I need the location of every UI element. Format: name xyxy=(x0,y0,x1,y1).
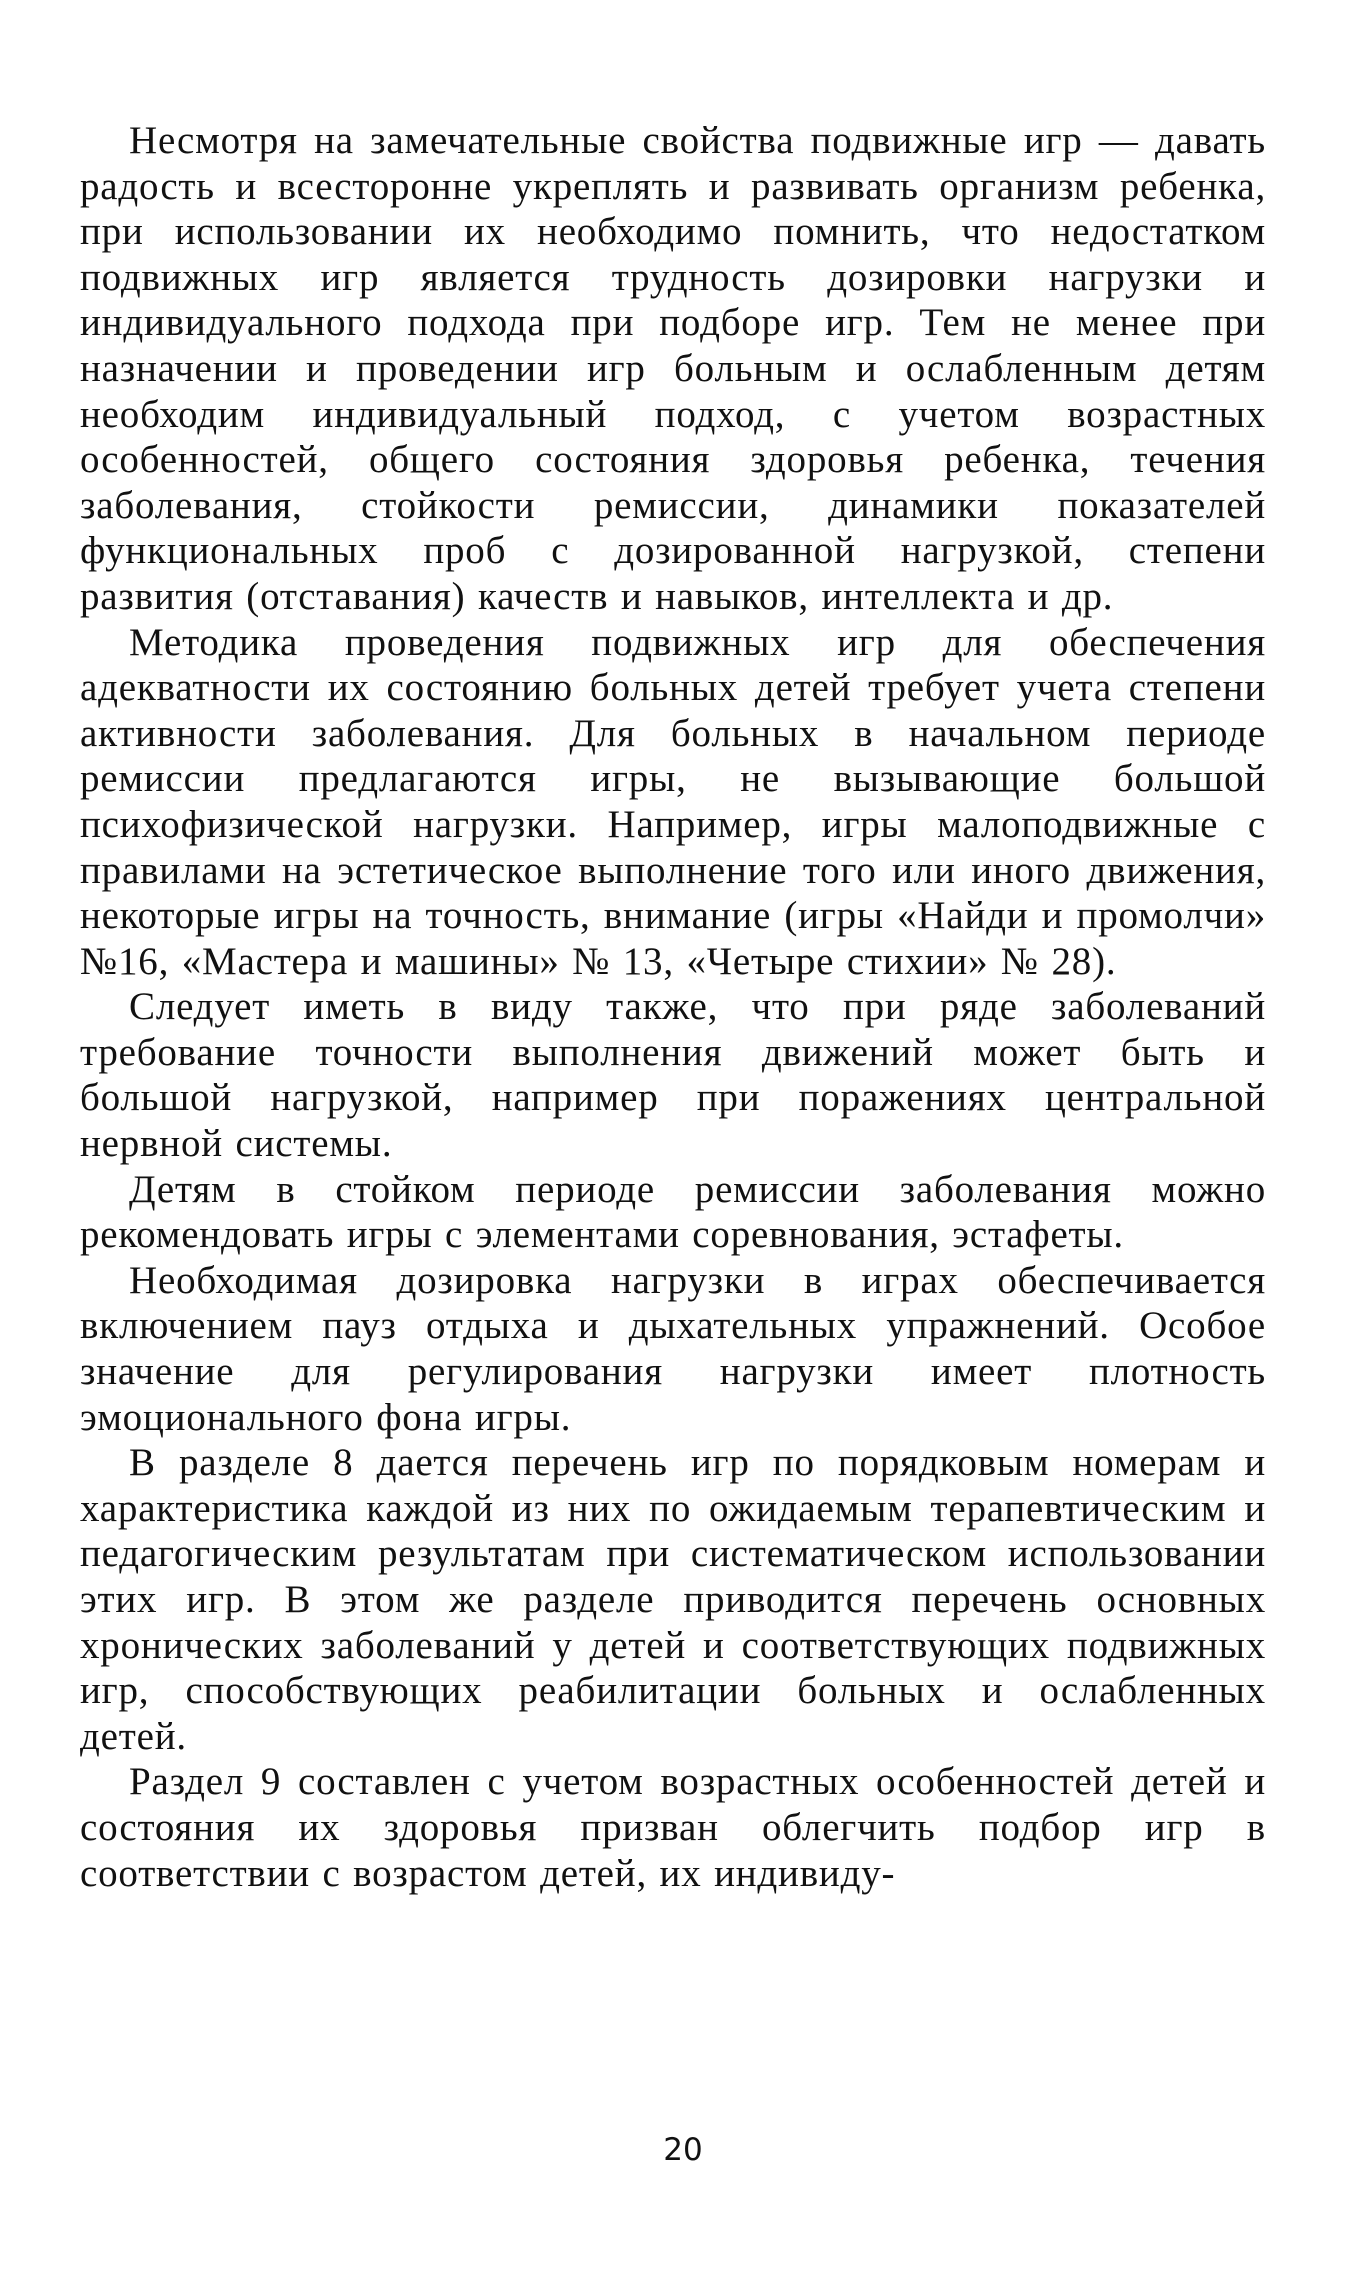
page-number: 20 xyxy=(663,2132,703,2168)
paragraph-3: Следует иметь в виду также, что при ряде заболеваний требование точности выполнения движений может быть и большой нагрузкой, например при поражениях центральной нервной системы. xyxy=(80,985,1266,1166)
paragraph-2: Методика проведения подвижных игр для обеспечения адекватности их состоянию больных детей требует учета степени активности заболевания. Для больных в начальном периоде ремиссии предлагаются игры, не вызывающие большой психофизической нагрузки. Например, игры малоподвижные с правилами на эстетическое выполнение того или иного движения, некоторые игры на точность, внимание (игры «Найди и промолчи» №16, «Мастера и машины» № 13, «Четыре стихии» № 28). xyxy=(80,620,1266,983)
paragraph-4: Детям в стойком периоде ремиссии заболевания можно рекомендовать игры с элементами соревнования, эстафеты. xyxy=(80,1167,1266,1257)
paragraph-7: Раздел 9 составлен с учетом возрастных особенностей детей и состояния их здоровья призван облегчить подбор игр в соответствии с возрастом детей, их индивиду- xyxy=(80,1760,1266,1895)
paragraph-1: Несмотря на замечательные свойства подвижные игр — давать радость и всесторонне укреплять и развивать организм ребенка, при использовании их необходимо помнить, что недостатком подвижных игр является трудность дозировки нагрузки и индивидуального подхода при подборе игр. Тем не менее при назначении и проведении игр больным и ослабленным детям необходим индивидуальный подход, с учетом возрастных особенностей, общего состояния здоровья ребенка, течения заболевания, стойкости ремиссии, динамики показателей функциональных проб с дозированной нагрузкой, степени развития (отставания) качеств и навыков, интеллекта и др. xyxy=(80,119,1266,618)
paragraph-6: В разделе 8 дается перечень игр по порядковым номерам и характеристика каждой из них по ожидаемым терапевтическим и педагогическим результатам при систематическом использовании этих игр. В этом же разделе приводится перечень основных хронических заболеваний у детей и соответствующих подвижных игр, способствующих реабилитации больных и ослабленных детей. xyxy=(80,1441,1266,1758)
paragraph-5: Необходимая дозировка нагрузки в играх обеспечивается включением пауз отдыха и дыхательных упражнений. Особое значение для регулирования нагрузки имеет плотность эмоционального фона игры. xyxy=(80,1258,1266,1439)
body-text xyxy=(80,118,1266,1896)
